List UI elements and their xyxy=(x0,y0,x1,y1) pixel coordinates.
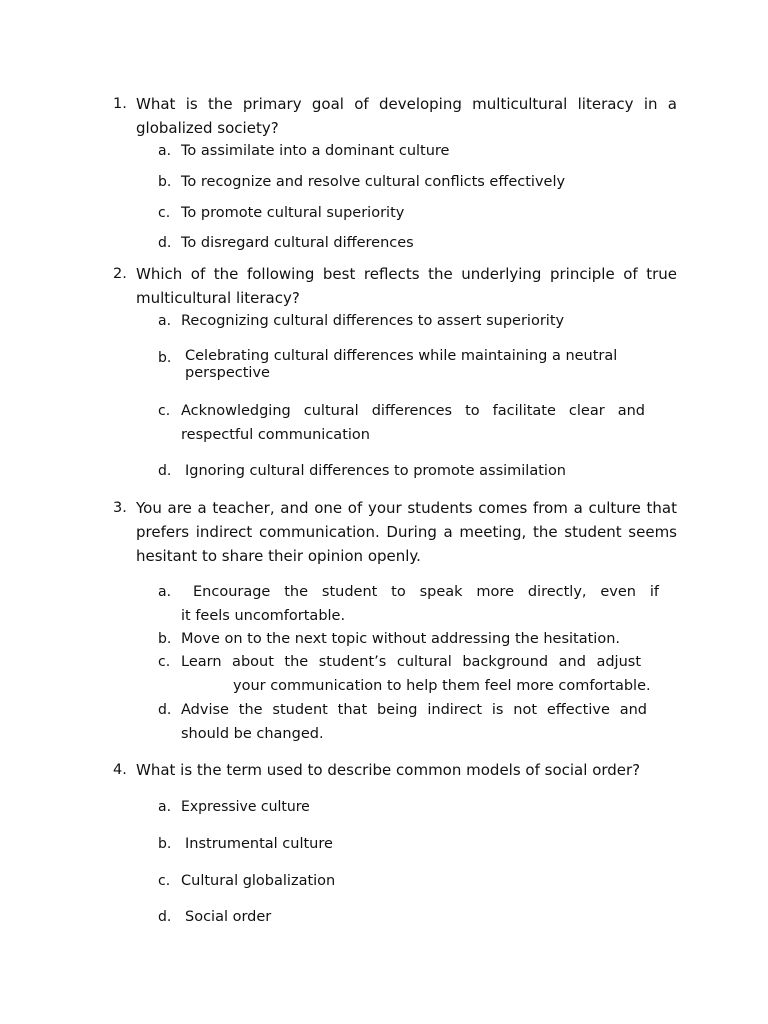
question-number: 4. xyxy=(113,762,127,778)
option-text: Ignoring cultural differences to promote assimilation xyxy=(185,463,567,479)
option-text: Cultural globalization xyxy=(181,873,336,889)
option-text: Expressive culture xyxy=(181,799,310,815)
question-text-line: multicultural literacy? xyxy=(136,289,300,307)
option-text: Celebrating cultural differences while maintaining a neutral xyxy=(185,348,618,364)
option-label: d. xyxy=(158,235,172,251)
option-text: perspective xyxy=(185,365,270,381)
question-number: 2. xyxy=(113,266,127,282)
option-label: c. xyxy=(158,873,171,889)
option-label: c. xyxy=(158,205,171,221)
option-label: b. xyxy=(158,174,172,190)
option-text: Acknowledging cultural differences to facilitate clear and xyxy=(181,403,645,419)
option-text: Instrumental culture xyxy=(185,836,333,852)
question-text-line: Which of the following best reflects the underlying principle of true xyxy=(136,265,677,283)
option-text: To recognize and resolve cultural conflicts effectively xyxy=(181,174,566,190)
option-label: c. xyxy=(158,654,171,670)
option-text: Advise the student that being indirect is not effective and xyxy=(181,702,647,718)
option-text: Recognizing cultural differences to assert superiority xyxy=(181,313,565,329)
option-label: b. xyxy=(158,350,172,366)
option-text: Move on to the next topic without addressing the hesitation. xyxy=(181,631,621,647)
option-label: c. xyxy=(158,403,171,419)
question-text-line: globalized society? xyxy=(136,119,279,137)
option-text: Learn about the student’s cultural background and adjust xyxy=(181,654,641,670)
option-label: a. xyxy=(158,584,172,600)
question-text-line: You are a teacher, and one of your students comes from a culture that xyxy=(136,499,677,517)
option-label: a. xyxy=(158,799,172,815)
option-text: Social order xyxy=(185,909,272,925)
option-label: b. xyxy=(158,631,172,647)
option-text: it feels uncomfortable. xyxy=(181,608,346,624)
option-text: Encourage the student to speak more directly, even if xyxy=(193,584,659,600)
question-text-line: prefers indirect communication. During a meeting, the student seems xyxy=(136,523,677,541)
question-number: 3. xyxy=(113,500,127,516)
option-label: a. xyxy=(158,143,172,159)
option-label: a. xyxy=(158,313,172,329)
option-text: your communication to help them feel more comfortable. xyxy=(233,678,651,694)
option-text: respectful communication xyxy=(181,427,370,443)
question-text-line: What is the primary goal of developing multicultural literacy in a xyxy=(136,95,677,113)
question-number: 1. xyxy=(113,96,127,112)
option-text: To disregard cultural differences xyxy=(181,235,414,251)
question-text-line: hesitant to share their opinion openly. xyxy=(136,547,421,565)
option-text: To promote cultural superiority xyxy=(181,205,405,221)
option-text: To assimilate into a dominant culture xyxy=(181,143,450,159)
option-text: should be changed. xyxy=(181,726,324,742)
question-text-line: What is the term used to describe common models of social order? xyxy=(136,761,641,779)
option-label: d. xyxy=(158,463,172,479)
option-label: d. xyxy=(158,702,172,718)
option-label: b. xyxy=(158,836,172,852)
option-label: d. xyxy=(158,909,172,925)
